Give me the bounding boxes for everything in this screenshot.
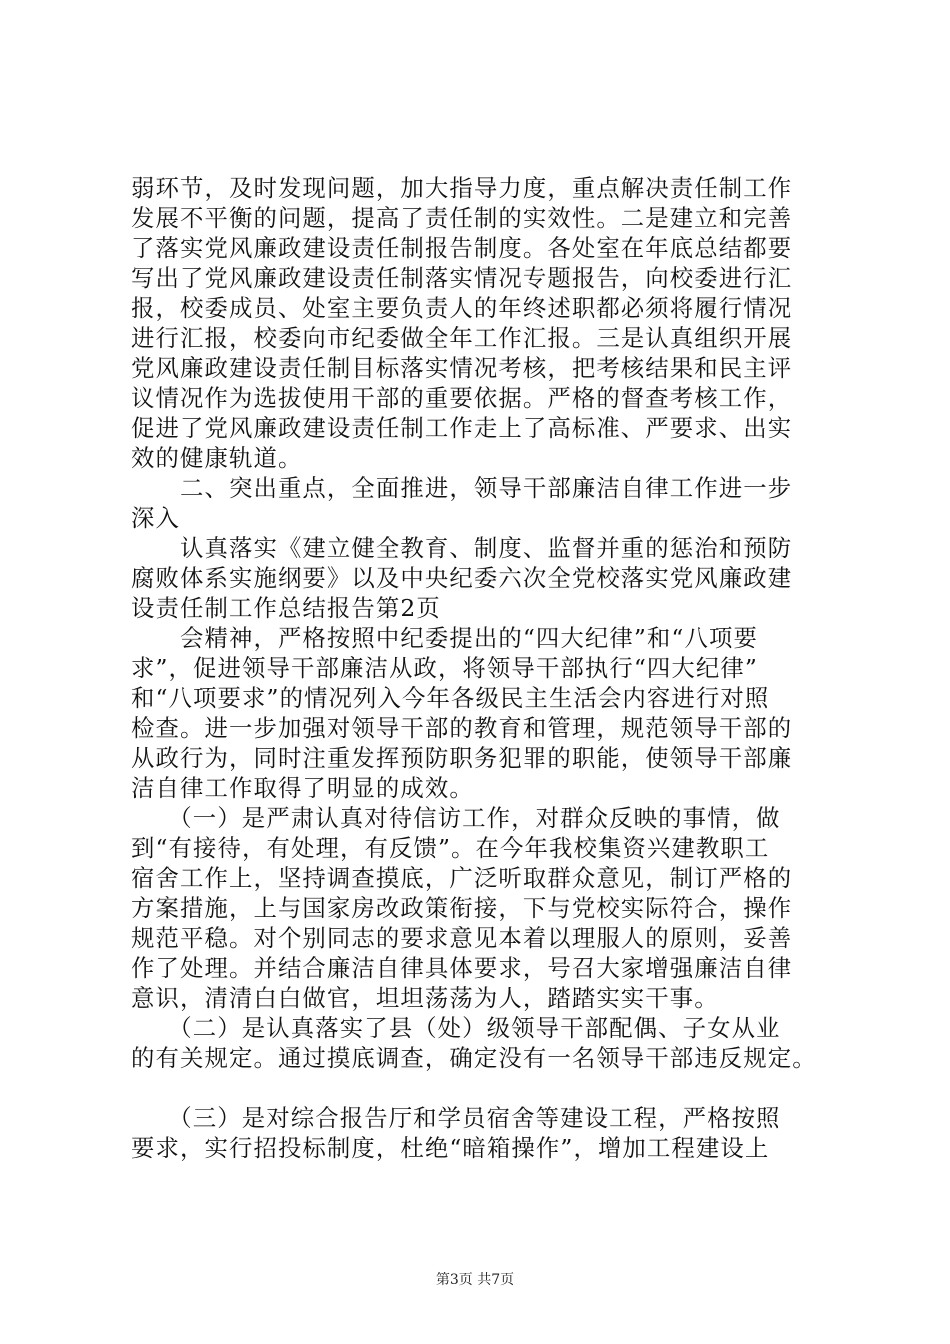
body-line: 求”，促进领导干部廉洁从政，将领导干部执行“四大纪律” [131,654,758,682]
body-line: （二）是认真落实了县（处）级领导干部配偶、子女从业 [131,1014,781,1042]
body-line: 促进了党风廉政建设责任制工作走上了高标准、严要求、出实 [131,414,793,442]
body-line: 和“八项要求”的情况列入今年各级民主生活会内容进行对照 [131,684,770,712]
body-line: 认真落实《建立健全教育、制度、监督并重的惩治和预防 [131,534,793,562]
body-line: 写出了党风廉政建设责任制落实情况专题报告，向校委进行汇 [131,264,793,292]
body-line: 进行汇报，校委向市纪委做全年工作汇报。三是认真组织开展 [131,324,793,352]
body-line: 要求，实行招投标制度，杜绝“暗箱操作”，增加工程建设上 [131,1134,770,1162]
body-line: 了落实党风廉政建设责任制报告制度。各处室在年底总结都要 [131,234,793,262]
body-line: 宿舍工作上，坚持调查摸底，广泛听取群众意见，制订严格的 [131,864,793,892]
body-line: （一）是严肃认真对待信访工作，对群众反映的事情，做 [131,804,781,832]
body-line: 党风廉政建设责任制目标落实情况考核，把考核结果和民主评 [131,354,793,382]
body-line: 检查。进一步加强对领导干部的教育和管理，规范领导干部的 [131,714,793,742]
page-number-footer: 第3页 共7页 [435,1272,515,1288]
body-line: 会精神，严格按照中纪委提出的“四大纪律”和“八项要 [131,624,758,652]
body-line: 发展不平衡的问题，提高了责任制的实效性。二是建立和完善 [131,204,793,232]
body-line: 设责任制工作总结报告第2页 [131,594,441,622]
body-line: 规范平稳。对个别同志的要求意见本着以理服人的原则，妥善 [131,924,793,952]
body-line: 作了处理。并结合廉洁自律具体要求，号召大家增强廉洁自律 [131,954,793,982]
body-line: 腐败体系实施纲要》以及中央纪委六次全党校落实党风廉政建 [131,564,793,592]
body-line: 效的健康轨道。 [131,444,303,472]
body-line: 洁自律工作取得了明显的成效。 [131,774,474,802]
body-line: （三）是对综合报告厅和学员宿舍等建设工程，严格按照 [131,1104,781,1132]
body-line: 到“有接待，有处理，有反馈”。在今年我校集资兴建教职工 [131,834,770,862]
body-line: 从政行为，同时注重发挥预防职务犯罪的职能，使领导干部廉 [131,744,793,772]
section-heading-line: 二、突出重点，全面推进，领导干部廉洁自律工作进一步 [131,474,793,502]
section-heading-line: 深入 [131,504,180,532]
body-line: 的有关规定。通过摸底调查，确定没有一名领导干部违反规定。 [131,1044,817,1072]
body-line: 意识，清清白白做官，坦坦荡荡为人，踏踏实实干事。 [131,984,719,1012]
body-line: 方案措施，上与国家房改政策衔接，下与党校实际符合，操作 [131,894,793,922]
body-line: 弱环节，及时发现问题，加大指导力度，重点解决责任制工作 [131,174,793,202]
body-line: 议情况作为选拔使用干部的重要依据。严格的督查考核工作， [131,384,793,412]
body-line: 报，校委成员、处室主要负责人的年终述职都必须将履行情况 [131,294,793,322]
